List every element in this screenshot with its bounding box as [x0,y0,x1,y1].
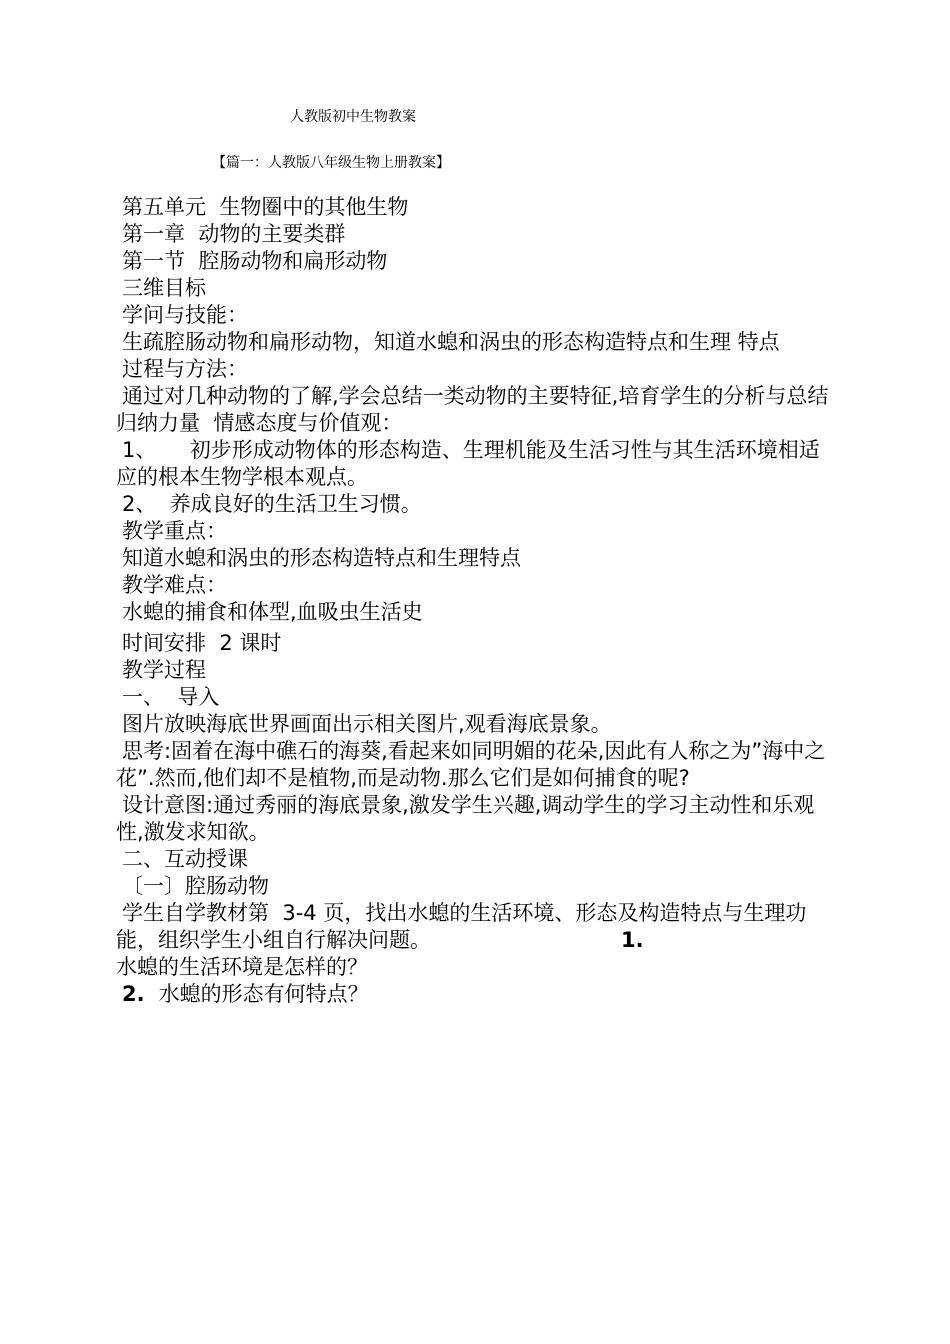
knowledge-text-content: 生疏腔肠动物和扁形动物，知道水螅和涡虫的形态构造特点和生理 特点 [122,330,780,354]
attitude-item-1-content: 1、 初步形成动物体的形态构造、生理机能及生活习性与其生活环境相适应的根本生物学根本观点。 [116,438,820,489]
think-text [116,738,836,792]
key-text: 知道水螅和涡虫的形态构造特点和生理特点 [122,546,521,570]
attitude-item-1 [116,437,836,491]
question-2 [116,981,836,1008]
process-title: 教学过程 [122,658,206,682]
design-text [116,792,836,846]
document-body [116,194,836,1008]
key-heading: 教学重点： [122,519,227,543]
design-text-content: 设计意图:通过秀丽的海底景象,激发学生兴趣,调动学生的学习主动性和乐观性,激发求知欲。 [116,793,815,844]
step-1-heading: 一、 导入 [122,685,220,709]
think-text-content: 思考:固着在海中礁石的海葵,看起来如同明媚的花朵,因此有人称之为”海中之花”.然而,他们却不是植物,而是动物.那么它们是如何捕食的呢? [116,739,826,790]
unit-heading: 第五单元 生物圈中的其他生物 [122,195,409,219]
process-text-content: 通过对几种动物的了解,学会总结一类动物的主要特征,培育学生的分析与总结归纳力量 情感态度与价值观： [116,384,829,435]
difficulty-text: 水螅的捕食和体型,血吸虫生活史 [122,600,423,624]
question-1-number: 1. [621,928,644,952]
attitude-item-2: 2、 养成良好的生活卫生习惯。 [122,492,422,516]
question-1: 水螅的生活环境是怎样的？ [116,955,368,979]
difficulty-heading: 教学难点： [122,573,227,597]
knowledge-heading: 学问与技能： [122,303,248,327]
time-text: 时间安排 2 课时 [122,631,282,655]
sub-heading-1: 〔一〕腔肠动物 [122,874,269,898]
knowledge-text [116,329,836,356]
step-1-text: 图片放映海底世界画面出示相关图片,观看海底景象。 [122,712,612,736]
step-2-heading: 二、互动授课 [122,847,248,871]
self-study-text-content: 学生自学教材第 3-4 页，找出水螅的生活环境、形态及构造特点与生理功能，组织学生小组自行解决问题。 [116,901,807,952]
process-text [116,383,836,437]
goals-heading: 三维目标 [122,276,206,300]
document-subtitle: 【篇一：人教版八年级生物上册教案】 [212,155,450,171]
process-heading: 过程与方法： [122,357,248,381]
self-study-text [116,900,836,954]
document-title: 人教版初中生物教案 [290,109,416,125]
section-heading: 第一节 腔肠动物和扁形动物 [122,249,388,273]
chapter-heading: 第一章 动物的主要类群 [122,222,346,246]
question-2-number: 2. [122,982,145,1006]
question-2-text: 水螅的形态有何特点？ [158,982,369,1006]
